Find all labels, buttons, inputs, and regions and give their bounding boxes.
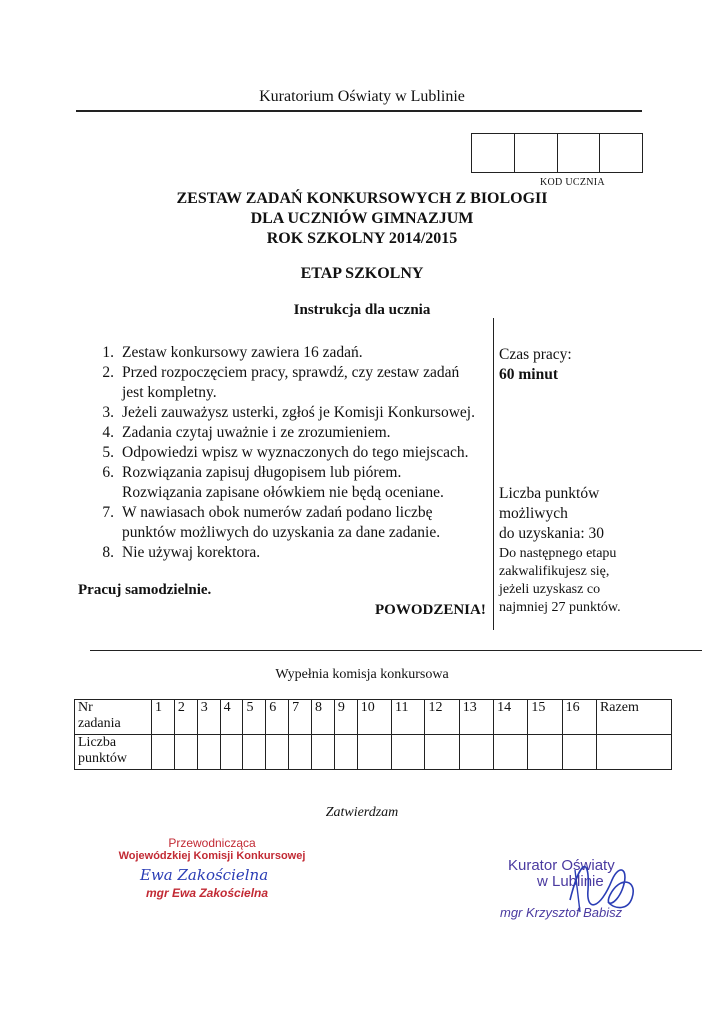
points-cell[interactable]	[425, 735, 459, 770]
task-number-cell: 6	[266, 700, 289, 735]
task-number-cell: 8	[312, 700, 335, 735]
instruction-text: Rozwiązania zapisuj długopisem lub piórem.	[122, 464, 402, 481]
points-cell[interactable]	[174, 735, 197, 770]
student-code-box[interactable]	[471, 133, 643, 173]
instruction-number: 5.	[102, 444, 114, 461]
instruction-number: 8.	[102, 544, 114, 561]
stage-title: ETAP SZKOLNY	[300, 265, 424, 282]
code-cell[interactable]	[515, 134, 558, 172]
instruction-number: 3.	[102, 404, 114, 421]
task-number-cell: 1	[152, 700, 175, 735]
instruction-number: 1.	[102, 344, 114, 361]
points-info-line: Liczba punktów	[499, 485, 600, 502]
instruction-text: jest kompletny.	[122, 384, 217, 401]
instructions-list	[94, 343, 494, 563]
curator-stamp-line: Kurator Oświaty	[508, 857, 615, 874]
points-row	[75, 735, 672, 770]
points-info-line: do uzyskania: 30	[499, 525, 605, 542]
commission-chair-stamp	[112, 836, 312, 862]
qualification-info-line: Do następnego etapu	[499, 546, 617, 561]
chair-name-stamp: mgr Ewa Zakościelna	[146, 886, 269, 900]
total-points-cell[interactable]	[596, 735, 671, 770]
task-number-cell: 12	[425, 700, 459, 735]
instruction-number: 2.	[102, 364, 114, 381]
instructions-divider	[493, 318, 494, 630]
points-cell[interactable]	[459, 735, 493, 770]
instruction-text: Zadania czytaj uważnie i ze zrozumieniem.	[122, 424, 391, 441]
instruction-number: 4.	[102, 424, 114, 441]
stamp-line: Wojewódzkiej Komisji Konkursowej	[118, 850, 306, 862]
curator-name-stamp: mgr Krzysztof Babisz	[500, 905, 623, 920]
document-title-line1: ZESTAW ZADAŃ KONKURSOWYCH Z BIOLOGII	[176, 190, 548, 207]
total-header-cell: Razem	[596, 700, 671, 735]
time-value: 60 minut	[499, 366, 558, 383]
chair-signature: Ewa Zakościelna	[140, 866, 269, 884]
task-number-cell: 9	[334, 700, 357, 735]
instruction-text: Jeżeli zauważysz usterki, zgłoś je Komisji Konkursowej.	[122, 404, 475, 421]
points-cell[interactable]	[562, 735, 596, 770]
section-divider	[90, 650, 702, 651]
commission-heading: Wypełnia komisja konkursowa	[275, 667, 449, 682]
document-title-line3: ROK SZKOLNY 2014/2015	[266, 230, 458, 247]
instruction-text: punktów możliwych do uzyskania za dane zadanie.	[122, 524, 441, 541]
task-number-cell: 2	[174, 700, 197, 735]
points-cell[interactable]	[392, 735, 425, 770]
task-number-cell: 14	[494, 700, 528, 735]
qualification-info-line: jeżeli uzyskasz co	[499, 582, 601, 597]
code-cell[interactable]	[600, 134, 642, 172]
task-number-cell: 3	[197, 700, 220, 735]
points-cell[interactable]	[528, 735, 562, 770]
task-number-cell: 7	[289, 700, 312, 735]
student-code-label: KOD UCZNIA	[540, 177, 605, 188]
points-cell[interactable]	[152, 735, 175, 770]
task-number-cell: 4	[220, 700, 243, 735]
task-number-cell: 16	[562, 700, 596, 735]
instruction-number: 7.	[102, 504, 114, 521]
time-label: Czas pracy:	[499, 346, 572, 363]
stamp-line: Przewodnicząca	[168, 836, 256, 850]
instruction-text: W nawiasach obok numerów zadań podano liczbę	[122, 504, 433, 521]
task-number-cell: 5	[243, 700, 266, 735]
points-cell[interactable]	[357, 735, 391, 770]
task-number-cell: 13	[459, 700, 493, 735]
instructions-heading: Instrukcja dla ucznia	[293, 302, 431, 318]
task-number-row	[75, 700, 672, 735]
task-number-cell: 10	[357, 700, 391, 735]
points-cell[interactable]	[289, 735, 312, 770]
instruction-text: Zestaw konkursowy zawiera 16 zadań.	[122, 344, 363, 361]
points-cell[interactable]	[334, 735, 357, 770]
instruction-text: Przed rozpoczęciem pracy, sprawdź, czy zestaw zadań	[122, 364, 460, 381]
instruction-text: Rozwiązania zapisane ołówkiem nie będą oceniane.	[122, 484, 444, 501]
curator-stamp-line: w Lublinie	[537, 873, 604, 890]
document-title-line2: DLA UCZNIÓW GIMNAZJUM	[250, 210, 474, 227]
instruction-text: Odpowiedzi wpisz w wyznaczonych do tego miejscach.	[122, 444, 469, 461]
good-luck-note: POWODZENIA!	[375, 602, 486, 618]
points-cell[interactable]	[197, 735, 220, 770]
points-header: Liczba punktów	[75, 735, 152, 770]
code-cell[interactable]	[472, 134, 515, 172]
task-number-cell: 15	[528, 700, 562, 735]
points-cell[interactable]	[243, 735, 266, 770]
task-number-header: Nr zadania	[75, 700, 152, 735]
approval-label: Zatwierdzam	[325, 805, 399, 820]
points-cell[interactable]	[220, 735, 243, 770]
task-number-cell: 11	[392, 700, 425, 735]
code-cell[interactable]	[558, 134, 601, 172]
instruction-text: Nie używaj korektora.	[122, 544, 261, 561]
work-independently-note: Pracuj samodzielnie.	[78, 582, 212, 598]
points-cell[interactable]	[312, 735, 335, 770]
qualification-info-line: zakwalifikujesz się,	[499, 564, 610, 579]
institution-header: Kuratorium Oświaty w Lublinie	[259, 88, 465, 105]
qualification-info-line: najmniej 27 punktów.	[499, 600, 621, 615]
points-info-line: możliwych	[499, 505, 568, 522]
points-cell[interactable]	[266, 735, 289, 770]
points-cell[interactable]	[494, 735, 528, 770]
header-divider	[76, 110, 642, 112]
score-table	[74, 699, 672, 770]
instruction-number: 6.	[102, 464, 114, 481]
